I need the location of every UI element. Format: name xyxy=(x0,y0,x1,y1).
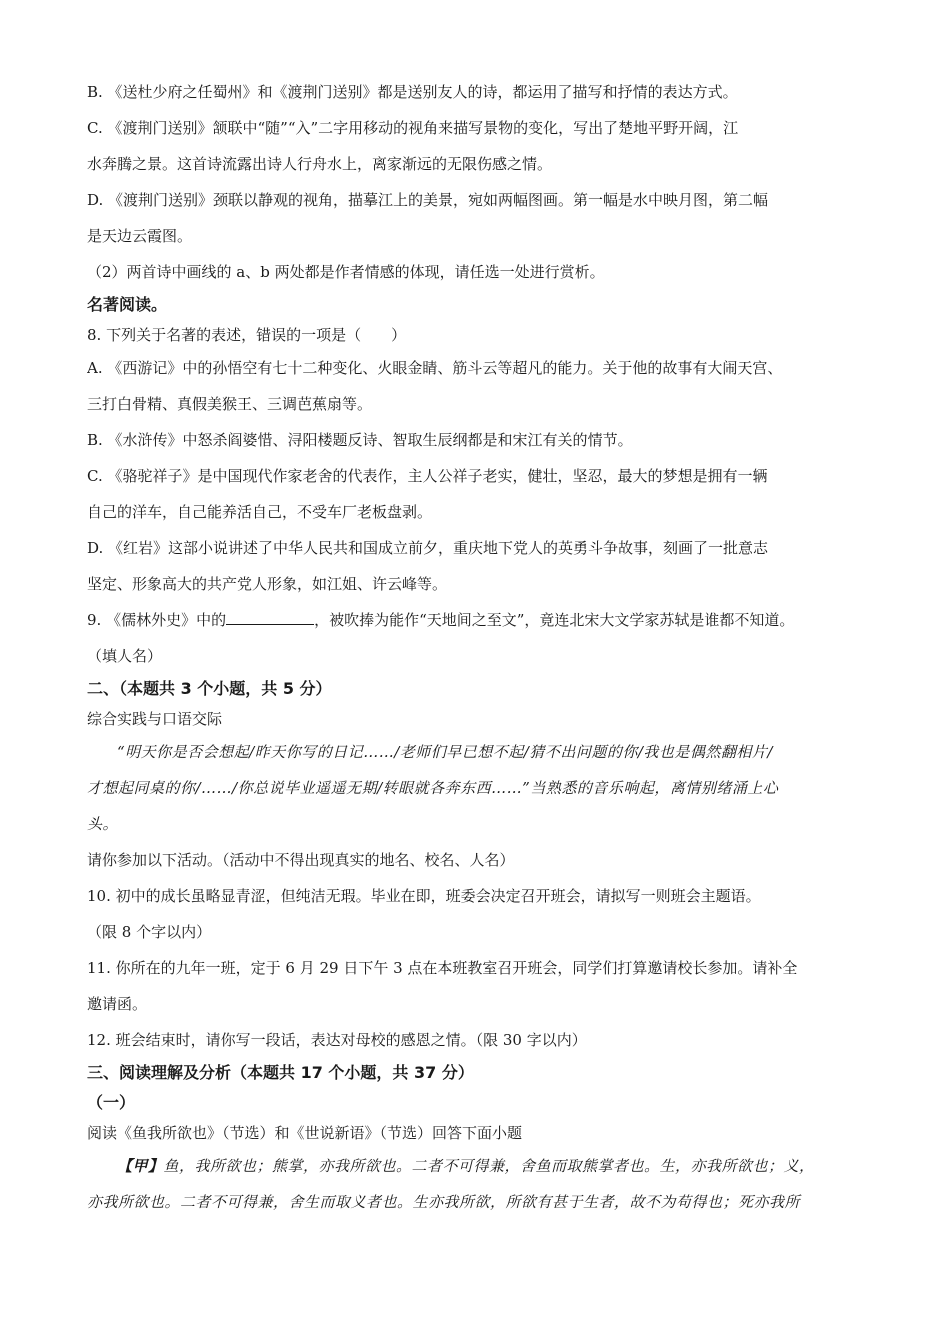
section-heading-part-3: 三、阅读理解及分析（本题共 17 个小题，共 37 分） xyxy=(87,1063,474,1082)
option-c-poetry-line1: C. 《渡荆门送别》颔联中“随”“入”二字用移动的视角来描写景物的变化，写出了楚地平野开阔，江 xyxy=(87,119,739,137)
passage-jia-text: 鱼，我所欲也；熊掌，亦我所欲也。二者不可得兼，舍鱼而取熊掌者也。生，亦我所欲也；义， xyxy=(163,1157,815,1175)
q8-option-c-line2: 自己的洋车，自己能养活自己，不受车厂老板盘剥。 xyxy=(87,503,433,521)
subsection-heading-1: （一） xyxy=(87,1093,136,1112)
answer-blank[interactable] xyxy=(226,608,314,625)
section-heading-part-2: 二、（本题共 3 个小题，共 5 分） xyxy=(87,679,332,698)
question-11-line1: 11. 你所在的九年一班，定于 6 月 29 日下午 3 点在本班教室召开班会，同学们打算邀请校长参加。请补全 xyxy=(87,959,798,977)
subsection-title-practice: 综合实践与口语交际 xyxy=(87,710,223,728)
passage-jia-line2: 亦我所欲也。二者不可得兼，舍生而取义者也。生亦我所欲，所欲有甚于生者，故不为苟得也；死亦我所 xyxy=(87,1193,801,1211)
question-7-2: （2）两首诗中画线的 a、b 两处都是作者情感的体现，请任选一处进行赏析。 xyxy=(87,263,605,281)
passage-jia-line1 xyxy=(87,1148,877,1184)
option-c-poetry-line2: 水奔腾之景。这首诗流露出诗人行舟水上，离家渐远的无限伤感之情。 xyxy=(87,155,553,173)
option-b-poetry: B. 《送杜少府之任蜀州》和《渡荆门送别》都是送别友人的诗，都运用了描写和抒情的表达方式。 xyxy=(87,83,738,101)
lyrics-quote-line1: “明天你是否会想起/昨天你写的日记……/老师们早已想不起/猜不出问题的你/我也是偶然翻相片/ xyxy=(117,743,773,761)
question-9-note: （填人名） xyxy=(87,647,163,665)
question-10-line2: （限 8 个字以内） xyxy=(87,923,212,941)
activity-instruction: 请你参加以下活动。（活动中不得出现真实的地名、校名、人名） xyxy=(87,851,515,869)
option-d-poetry-line1: D. 《渡荆门送别》颈联以静观的视角，描摹江上的美景，宛如两幅图画。第一幅是水中映月图，第二幅 xyxy=(87,191,769,209)
question-8-stem: 8. 下列关于名著的表述，错误的一项是（ ） xyxy=(87,326,407,344)
question-10-line1: 10. 初中的成长虽略显青涩，但纯洁无瑕。毕业在即，班委会决定召开班会，请拟写一则班会主题语。 xyxy=(87,887,761,905)
q8-option-b: B. 《水浒传》中怒杀阎婆惜、浔阳楼题反诗、智取生辰纲都是和宋江有关的情节。 xyxy=(87,431,633,449)
reading-instruction: 阅读《鱼我所欲也》（节选）和《世说新语》（节选）回答下面小题 xyxy=(87,1124,523,1142)
q8-option-d-line2: 坚定、形象高大的共产党人形象，如江姐、许云峰等。 xyxy=(87,575,448,593)
exam-page xyxy=(87,74,877,1220)
question-9 xyxy=(87,602,877,638)
passage-jia-label: 【甲】 xyxy=(117,1157,164,1175)
question-12: 12. 班会结束时，请你写一段话，表达对母校的感恩之情。（限 30 字以内） xyxy=(87,1031,587,1049)
lyrics-quote-line3: 头。 xyxy=(87,815,119,833)
q8-option-a-line2: 三打白骨精、真假美猴王、三调芭蕉扇等。 xyxy=(87,395,373,413)
question-11-line2: 邀请函。 xyxy=(87,995,148,1013)
q8-option-d-line1: D. 《红岩》这部小说讲述了中华人民共和国成立前夕，重庆地下党人的英勇斗争故事，刻画了一批意志 xyxy=(87,539,769,557)
q8-option-a-line1: A. 《西游记》中的孙悟空有七十二种变化、火眼金睛、筋斗云等超凡的能力。关于他的故事有大闹天宫、 xyxy=(87,359,783,377)
lyrics-quote-line2: 才想起同桌的你/……/你总说毕业遥遥无期/转眼就各奔东西……”当熟悉的音乐响起，离情别绪涌上心 xyxy=(87,779,779,797)
question-9-prefix: 9. 《儒林外史》中的 xyxy=(87,611,227,629)
option-d-poetry-line2: 是天边云霞图。 xyxy=(87,227,193,245)
question-9-suffix: ，被吹捧为能作“天地间之至文”，竟连北宋大文学家苏轼是谁都不知道。 xyxy=(314,611,795,629)
section-heading-classics: 名著阅读。 xyxy=(87,295,168,314)
q8-option-c-line1: C. 《骆驼祥子》是中国现代作家老舍的代表作，主人公祥子老实，健壮，坚忍，最大的梦想是拥有一辆 xyxy=(87,467,768,485)
